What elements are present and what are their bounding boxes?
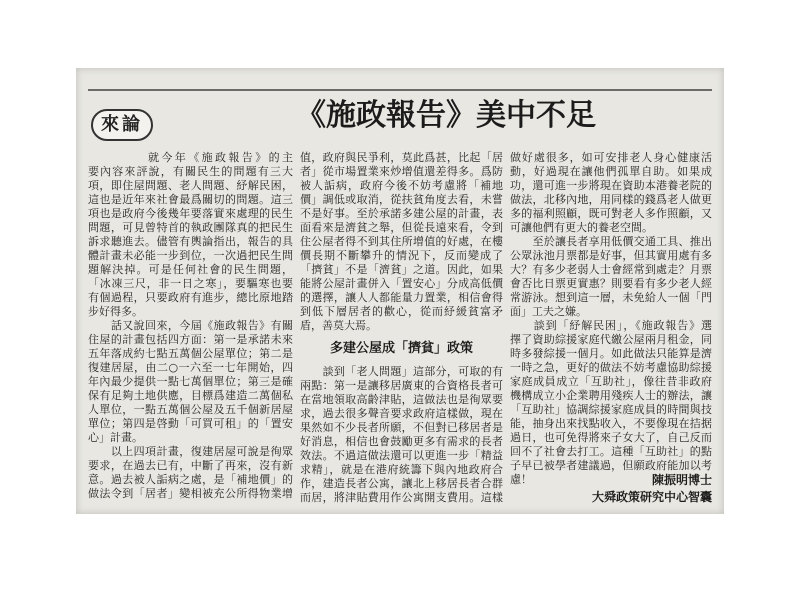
text-line: 住公屋者得不到其住所增值的好處，在樓 [300, 235, 503, 248]
text-line: 過日，也可免得將來子女大了，自己反而 [510, 431, 712, 444]
paragraph [510, 319, 712, 487]
text-line: 「冰凍三尺，非一日之寒」，要驅寒也要 [88, 277, 293, 290]
paragraph [88, 151, 293, 319]
text-line: 要內容來評說，有關民生的問題有三大 [88, 165, 293, 178]
text-column-1 [88, 151, 293, 501]
text-line: 能，抽身出來找點收入，不要像現在拮据 [510, 417, 712, 430]
text-line: 保有足夠土地供應，目標爲建造二萬個私 [88, 389, 293, 402]
text-column-3 [510, 151, 712, 487]
text-line: 至於讓長者享用低價交通工具、推出 [510, 235, 712, 248]
text-line: 公眾泳池月票都是好事，但其實用處有多 [510, 249, 712, 262]
text-line: 家庭成員成立「互助社」，像往昔非政府 [510, 375, 712, 388]
text-line: 者」從市場置業來炒增值還差得多。爲防 [300, 165, 503, 178]
text-line: 能將公屋計畫併入「置安心」分成高低價 [300, 277, 503, 290]
paragraph [88, 319, 293, 445]
text-line: 年內最少提供一點七萬個單位；第三是確 [88, 375, 293, 388]
text-line: 價長期不斷攀升的情況下，反而變成了 [300, 249, 503, 262]
text-line: 時多發綜援一個月。如此做法只能算是濟 [510, 347, 712, 360]
text-line: 項也是政府今後幾年要落實來處理的民生 [88, 207, 293, 220]
text-line: 五年落成約七點五萬個公屋單位；第二是 [88, 347, 293, 360]
text-line: 兩點：第一是讓移居廣東的合資格長者可 [300, 379, 503, 392]
text-line: 做法，北移內地，用同樣的錢爲老人做更 [510, 193, 712, 206]
column-label-badge: 來論 [91, 109, 153, 141]
text-line: 項，即住屋問題、老人問題、紓解民困， [88, 179, 293, 192]
text-line: 做法令到「居者」變相被充公所得物業增 [88, 487, 293, 500]
text-line: 子早已被學者建議過，但願政府能加以考 [510, 459, 712, 472]
text-line: 而居，將津貼費用作公寓開支費用。這樣 [300, 491, 503, 504]
text-line: 好消息，相信也會鼓勵更多有需求的長者 [300, 435, 503, 448]
text-line: 在當地領取高齡津貼，這做法也是徇眾要 [300, 393, 503, 406]
text-line: 求精」，就是在港府統籌下與內地政府合 [300, 463, 503, 476]
text-line: 人單位，一點五萬個公屋及五千個新居屋 [88, 403, 293, 416]
text-line: 被人詬病，政府今後不妨考慮將「補地 [300, 179, 503, 192]
paragraph [300, 365, 503, 505]
text-line: 會否比日票更實惠？則要看有多少老人經 [510, 277, 712, 290]
text-line: 常游泳。想到這一層，未免給人一個「門 [510, 291, 712, 304]
text-line: 的選擇，讓人人都能量力置業，相信會得 [300, 291, 503, 304]
text-line: 話又說回來，今屆《施政報告》有關 [88, 319, 293, 332]
text-line: 就今年《施政報告》的主 [148, 151, 293, 164]
text-line: 單位；第四是啓動「可買可租」的「置安 [88, 417, 293, 430]
text-line: 回不了社會去打工。這種「互助社」的點 [510, 445, 712, 458]
text-line: 住屋的計畫包括四方面：第一是承諾未來 [88, 333, 293, 346]
paragraph [510, 151, 712, 235]
text-line: 有個過程，只要政府有進步，總比原地踏 [88, 291, 293, 304]
author-affiliation: 大舜政策研究中心智囊 [591, 490, 712, 504]
text-line: 復建居屋，由二○一六至一七年開始，四 [88, 361, 293, 374]
text-line: 以上四項計畫，復建居屋可說是徇眾 [88, 445, 293, 458]
text-column-2 [300, 151, 503, 505]
text-line: 作，建造長者公寓，讓北上移居長者合群 [300, 477, 503, 490]
text-line: 談到「老人問題」這部分，可取的有 [300, 365, 503, 378]
text-line: 「擠貧」不是「濟貧」之道。因此，如果 [300, 263, 503, 276]
text-line: 意。過去被人詬病之處，是「補地價」的 [88, 473, 293, 486]
text-line: 一時之急，更好的做法不妨考慮協助綜援 [510, 361, 712, 374]
text-line: 多的福利照顧，既可對老人多作照顧，又 [510, 207, 712, 220]
text-line: 機構成立小企業聘用殘疾人士的辦法，讓 [510, 389, 712, 402]
text-line: 這也是近年來社會最爲關切的問題。這三 [88, 193, 293, 206]
text-line: 面看來是濟貧之舉，但從長遠來看，令到 [300, 221, 503, 234]
text-line: 問題，可見曾特首的執政團隊真的把民生 [88, 221, 293, 234]
subheading: 多建公屋成「擠貧」政策 [329, 341, 473, 356]
text-line: 大？有多少老弱人士會經常到處走？月票 [510, 263, 712, 276]
author-name: 陳振明博士 [651, 473, 712, 487]
text-line: 功，還可進一步將現在資助本港養老院的 [510, 179, 712, 192]
text-line: 面」工夫之嫌。 [510, 305, 587, 318]
paragraph [88, 445, 293, 501]
text-line: 盾，善莫大焉。 [300, 319, 377, 332]
text-line: 體計畫未必能一步到位，一次過把民生問 [88, 249, 293, 262]
top-rule [88, 89, 712, 91]
paragraph [510, 235, 712, 319]
text-line: 到低下層居者的歡心，從而紓緩貧富矛 [300, 305, 503, 318]
text-line: 題解決掉。可是任何社會的民生問題， [88, 263, 293, 276]
text-line: 動，好過現在讓他們孤單自助。如果成 [510, 165, 712, 178]
text-line: 做好處很多，如可安排老人身心健康活 [510, 151, 712, 164]
text-line: 價」調低或取消，從扶貧角度去看，未嘗 [300, 193, 503, 206]
text-line: 慮！ [510, 473, 532, 486]
text-line: 步好得多。 [88, 305, 143, 318]
headline: 《施政報告》美中不足 [296, 98, 596, 133]
text-line: 可讓他們有更大的養老空間。 [510, 221, 653, 234]
text-line: 「互助社」協調綜援家庭成員的時間與技 [510, 403, 712, 416]
text-line: 不是好事。至於承諾多建公屋的計畫，表 [300, 207, 503, 220]
text-line: 擇了資助綜援家庭代繳公屋兩月租金，同 [510, 333, 712, 346]
text-line: 心」計畫。 [88, 431, 143, 444]
text-line: 效法。不過這做法還可以更進一步「精益 [300, 449, 503, 462]
text-line: 訴求聽進去。儘管有輿論指出，報告的具 [88, 235, 293, 248]
text-line: 果然如不少長者所願，不但對已移居者是 [300, 421, 503, 434]
paragraph [300, 151, 503, 333]
text-line: 要求，在過去已有，中斷了再來，沒有新 [88, 459, 293, 472]
byline [592, 472, 712, 506]
text-line: 值，政府與民爭利，莫此爲甚，比起「居 [300, 151, 503, 164]
text-line: 談到「紓解民困」，《施政報告》選 [510, 319, 712, 332]
text-line: 求，過去很多聲音要求政府這樣做，現在 [300, 407, 503, 420]
